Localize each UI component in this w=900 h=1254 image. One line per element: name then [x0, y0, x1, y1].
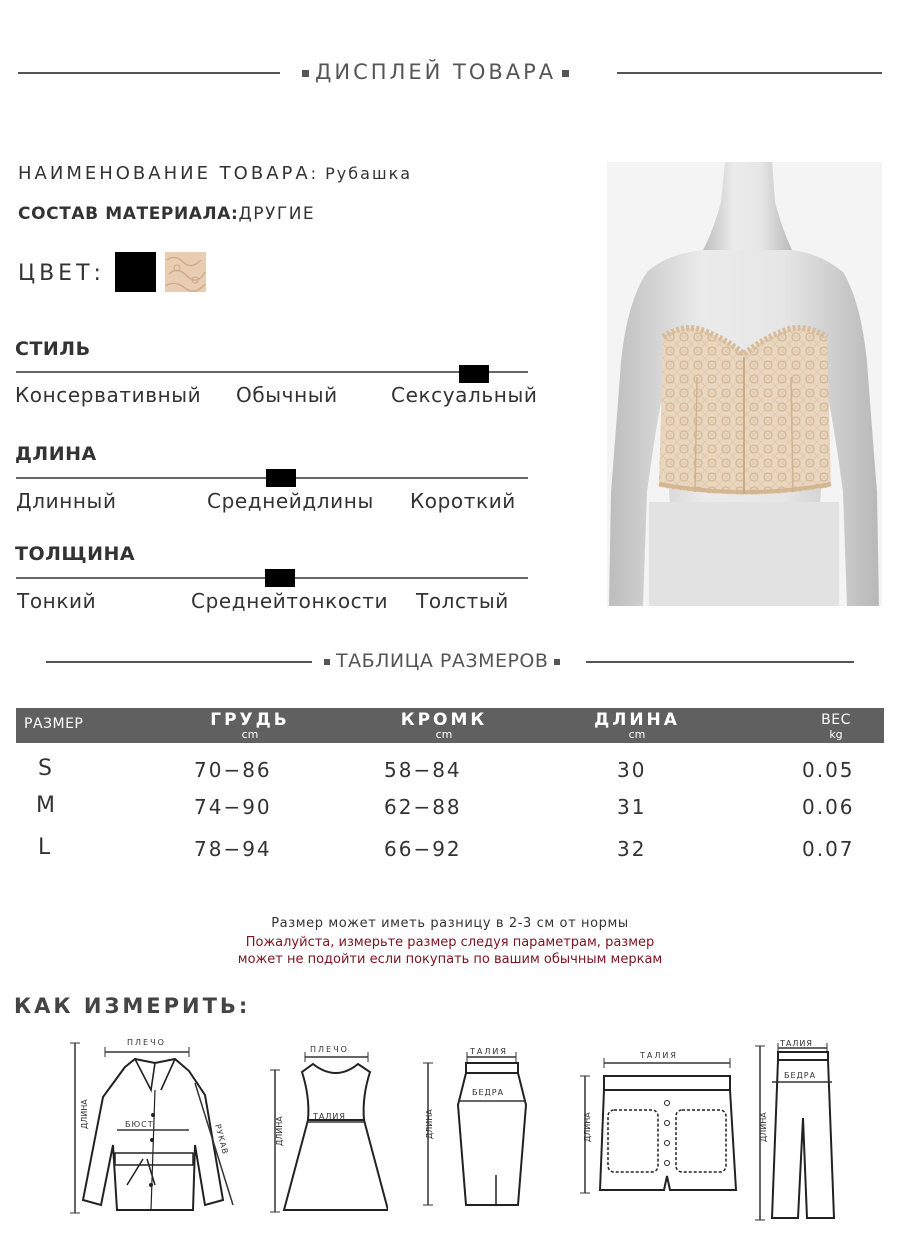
- svg-text:ТАЛИЯ: ТАЛИЯ: [470, 1047, 508, 1056]
- size-note-warning-2: может не подойти если покупать по вашим обычным меркам: [237, 952, 663, 967]
- color-swatch-apricot[interactable]: [165, 252, 206, 292]
- table-cell-bust: 70−86: [194, 758, 272, 782]
- material-value: ДРУГИЕ: [238, 204, 316, 224]
- table-cell-hem: 66−92: [384, 837, 462, 861]
- length-option-medium: Среднейдлины: [207, 489, 374, 513]
- svg-text:РУКАВ: РУКАВ: [213, 1123, 230, 1156]
- col-header-size-title: РАЗМЕР: [24, 716, 84, 732]
- col-header-length-unit: cm: [628, 728, 646, 741]
- length-scale-label: ДЛИНА: [15, 443, 97, 465]
- shorts-measure-diagram: [570, 1048, 745, 1198]
- length-option-long: Длинный: [16, 489, 117, 513]
- table-cell-hem: 62−88: [384, 795, 462, 819]
- col-header-length: [587, 711, 687, 741]
- table-cell-bust: 74−90: [194, 795, 272, 819]
- size-note-difference: Размер может иметь разницу в 2-3 см от нормы: [271, 916, 629, 931]
- header-rule-right: [617, 72, 882, 74]
- table-cell-length: 32: [617, 837, 647, 861]
- product-photo: [607, 162, 882, 606]
- product-name-value: : Рубашка: [310, 164, 413, 183]
- style-scale-marker[interactable]: [459, 365, 489, 383]
- size-rule-left: [46, 661, 312, 663]
- table-cell-size: S: [38, 756, 52, 781]
- col-header-length-title: ДЛИНА: [594, 710, 680, 730]
- style-option-sexy: Сексуальный: [391, 383, 538, 407]
- thickness-scale-marker[interactable]: [265, 569, 295, 587]
- length-scale-marker[interactable]: [266, 469, 296, 487]
- display-title-text: ДИСПЛЕЙ ТОВАРА: [315, 60, 557, 84]
- col-header-size: [24, 716, 83, 732]
- color-swatch-black[interactable]: [115, 252, 156, 292]
- svg-text:ДЛИНА: ДЛИНА: [275, 1116, 284, 1146]
- table-cell-length: 30: [617, 758, 647, 782]
- svg-text:ТАЛИЯ: ТАЛИЯ: [640, 1051, 678, 1060]
- dress-measure-diagram: [258, 1042, 388, 1217]
- style-scale-track: [16, 371, 528, 373]
- thickness-option-thick: Толстый: [416, 589, 509, 613]
- col-header-bust-unit: cm: [241, 728, 259, 741]
- table-cell-length: 31: [617, 795, 647, 819]
- material-label: СОСТАВ МАТЕРИАЛА:: [18, 204, 239, 224]
- lace-pattern-icon: [165, 252, 206, 292]
- product-name-label: НАИМЕНОВАНИЕ ТОВАРА: [18, 163, 311, 184]
- bullet-square-icon: [302, 70, 309, 77]
- svg-text:ДЛИНА: ДЛИНА: [583, 1112, 592, 1142]
- jacket-measure-diagram: [55, 1035, 245, 1220]
- style-scale-label: СТИЛЬ: [15, 338, 91, 360]
- pants-measure-diagram: [750, 1038, 850, 1223]
- header-rule-left: [18, 72, 280, 74]
- svg-text:ПЛЕЧО: ПЛЕЧО: [127, 1038, 166, 1047]
- thickness-option-thin: Тонкий: [17, 589, 97, 613]
- skirt-measure-diagram: [410, 1045, 540, 1215]
- size-note-warning-1: Пожалуйста, измерьте размер следуя параметрам, размер: [245, 935, 655, 950]
- style-option-casual: Обычный: [236, 383, 338, 407]
- svg-text:ДЛИНА: ДЛИНА: [759, 1112, 768, 1142]
- how-to-measure-title: КАК ИЗМЕРИТЬ:: [14, 994, 251, 1018]
- bullet-square-icon: [554, 659, 560, 665]
- table-cell-weight: 0.05: [802, 758, 855, 782]
- bullet-square-icon: [562, 70, 569, 77]
- table-cell-hem: 58−84: [384, 758, 462, 782]
- col-header-weight: [806, 711, 866, 741]
- mannequin-figure: [607, 162, 882, 606]
- svg-text:БЕДРА: БЕДРА: [472, 1088, 505, 1097]
- table-cell-weight: 0.07: [802, 837, 855, 861]
- svg-text:БЕДРА: БЕДРА: [784, 1071, 817, 1080]
- color-label: ЦВЕТ:: [18, 261, 105, 286]
- material-row: [18, 204, 315, 224]
- style-option-conservative: Консервативный: [15, 383, 202, 407]
- svg-text:ТАЛИЯ: ТАЛИЯ: [780, 1039, 813, 1048]
- thickness-scale-label: ТОЛЩИНА: [15, 543, 136, 565]
- col-header-hem-title: КРОМК: [400, 710, 488, 730]
- svg-text:ПЛЕЧО: ПЛЕЧО: [310, 1045, 349, 1054]
- col-header-hem: [394, 711, 494, 741]
- table-cell-weight: 0.06: [802, 795, 855, 819]
- col-header-hem-unit: cm: [435, 728, 453, 741]
- size-table-section-title: [318, 650, 566, 672]
- thickness-option-medium: Среднейтонкости: [191, 589, 389, 613]
- size-table-title-text: ТАБЛИЦА РАЗМЕРОВ: [336, 650, 549, 672]
- svg-text:ТАЛИЯ: ТАЛИЯ: [313, 1112, 346, 1121]
- product-name-row: [18, 163, 412, 184]
- bullet-square-icon: [324, 659, 330, 665]
- svg-text:ДЛИНА: ДЛИНА: [425, 1109, 434, 1139]
- table-cell-size: L: [38, 835, 51, 860]
- svg-text:БЮСТ: БЮСТ: [125, 1120, 154, 1129]
- col-header-weight-unit: kg: [829, 728, 843, 741]
- table-cell-bust: 78−94: [194, 837, 272, 861]
- col-header-bust: [200, 711, 300, 741]
- svg-text:ДЛИНА: ДЛИНА: [80, 1099, 89, 1129]
- col-header-weight-title: ВЕС: [821, 712, 851, 728]
- size-rule-right: [586, 661, 854, 663]
- display-section-title: [296, 60, 575, 84]
- col-header-bust-title: ГРУДЬ: [210, 710, 290, 730]
- table-cell-size: M: [36, 793, 55, 818]
- length-option-short: Короткий: [410, 489, 516, 513]
